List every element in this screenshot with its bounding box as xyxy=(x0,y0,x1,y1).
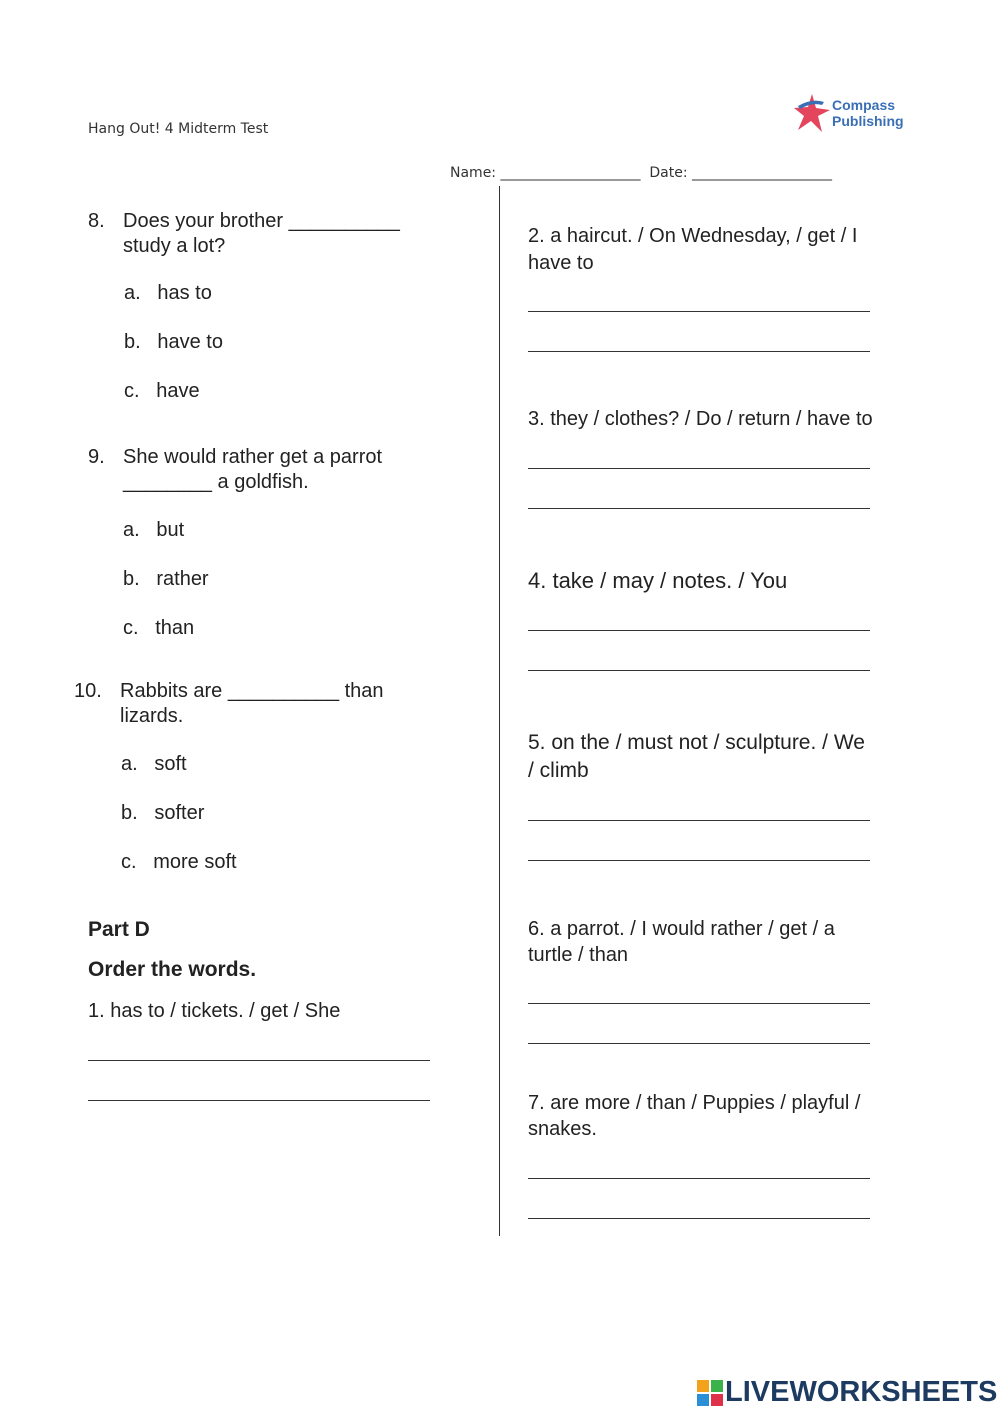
answer-line[interactable] xyxy=(528,1043,870,1044)
question-text: Does your brother __________ study a lot? xyxy=(123,210,400,257)
answer-line[interactable] xyxy=(88,1100,430,1101)
compass-publishing-logo xyxy=(790,88,910,136)
question-number: 9. xyxy=(88,446,105,468)
answer-line[interactable] xyxy=(528,508,870,509)
order-item-4: 4. take / may / notes. / You xyxy=(528,568,788,593)
order-item-5: 5. on the / must not / sculpture. / We / climb xyxy=(528,731,865,782)
worksheet-title: Hang Out! 4 Midterm Test xyxy=(88,121,269,137)
brand-text: LIVEWORKSHEETS xyxy=(725,1376,998,1408)
answer-line[interactable] xyxy=(528,311,870,312)
option[interactable]: c. more soft xyxy=(121,851,237,873)
column-divider xyxy=(499,186,500,1236)
order-item-6: 6. a parrot. / I would rather / get / a turtle / than xyxy=(528,918,835,966)
question-number: 10. xyxy=(74,680,102,702)
answer-line[interactable] xyxy=(528,351,870,352)
logo-text-compass: Compass xyxy=(832,97,896,113)
order-item-1: 1. has to / tickets. / get / She xyxy=(88,1000,341,1022)
part-d-instruction: Order the words. xyxy=(88,958,257,981)
option[interactable]: b. rather xyxy=(123,568,209,590)
option[interactable]: c. than xyxy=(123,617,195,639)
order-item-7: 7. are more / than / Puppies / playful / snakes. xyxy=(528,1092,861,1140)
question-text: Rabbits are __________ than lizards. xyxy=(120,680,384,727)
order-item-2: 2. a haircut. / On Wednesday, / get / I have to xyxy=(528,225,858,274)
answer-line[interactable] xyxy=(528,860,870,861)
question-9 xyxy=(88,445,428,495)
option[interactable]: b. have to xyxy=(124,331,223,353)
answer-line[interactable] xyxy=(528,468,870,469)
answer-line[interactable] xyxy=(88,1060,430,1061)
answer-line[interactable] xyxy=(528,630,870,631)
question-number: 8. xyxy=(88,210,105,232)
option[interactable]: a. has to xyxy=(124,282,212,304)
logo-text xyxy=(832,97,904,129)
order-item-3: 3. they / clothes? / Do / return / have to xyxy=(528,408,873,430)
answer-line[interactable] xyxy=(528,1178,870,1179)
compass-star-icon xyxy=(792,92,832,136)
option[interactable]: c. have xyxy=(124,380,200,402)
part-d-title: Part D xyxy=(88,918,150,941)
option[interactable]: a. soft xyxy=(121,753,187,775)
question-10 xyxy=(74,679,424,729)
option[interactable]: b. softer xyxy=(121,802,205,824)
option[interactable]: a. but xyxy=(123,519,185,541)
liveworksheets-logo-icon xyxy=(697,1380,723,1406)
answer-line[interactable] xyxy=(528,670,870,671)
answer-line[interactable] xyxy=(528,1003,870,1004)
question-8 xyxy=(88,209,428,259)
logo-text-publishing: Publishing xyxy=(832,113,904,129)
name-date-line: Name: ____________________ Date: ____________________ xyxy=(450,165,832,181)
answer-line[interactable] xyxy=(528,1218,870,1219)
question-text: She would rather get a parrot ________ a goldfish. xyxy=(123,446,383,493)
answer-line[interactable] xyxy=(528,820,870,821)
